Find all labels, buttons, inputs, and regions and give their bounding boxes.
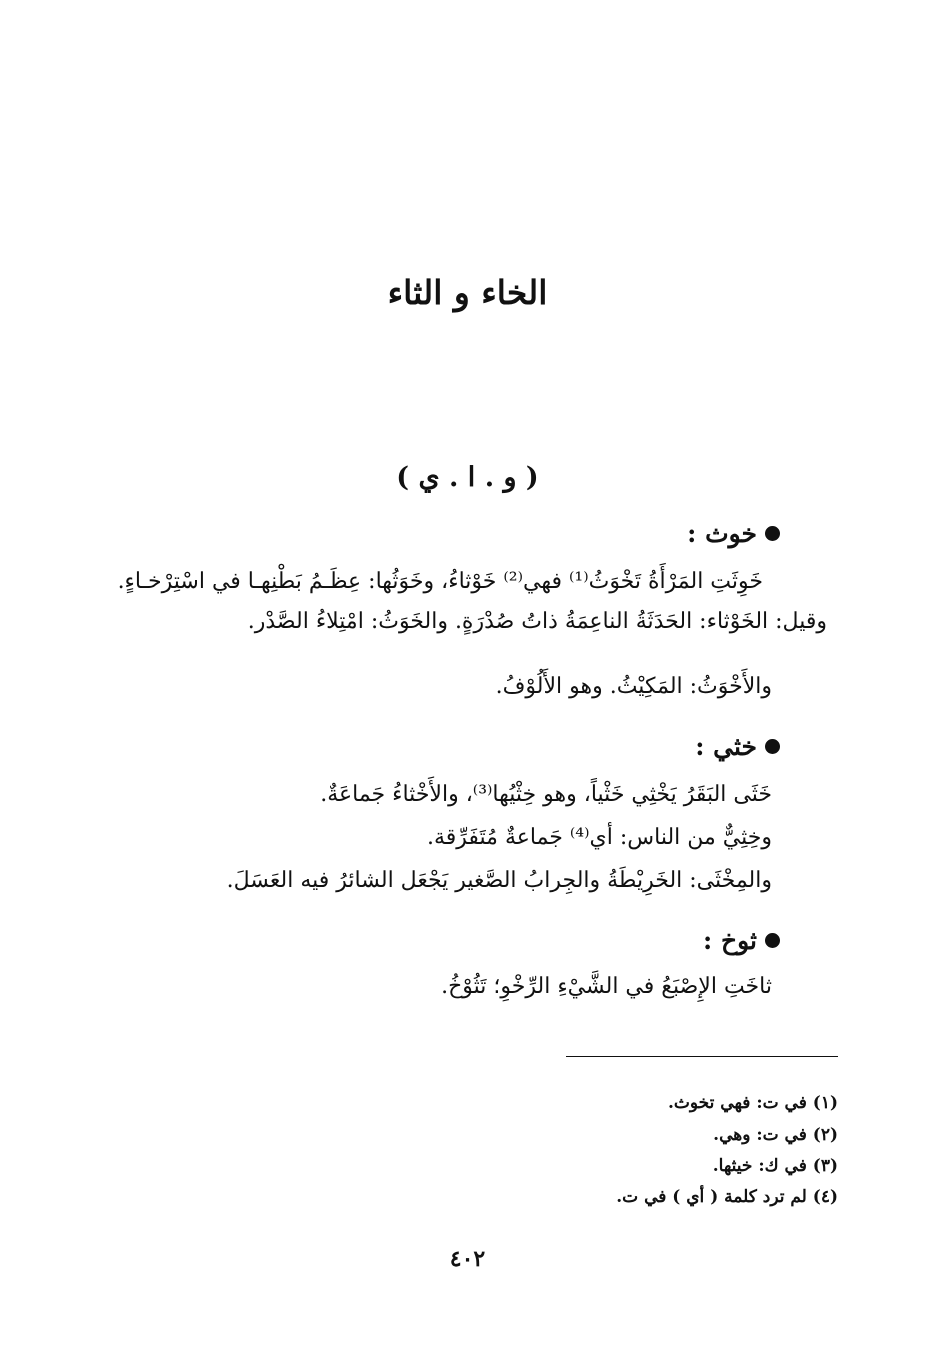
- page-number: ٤٠٢: [449, 1246, 486, 1272]
- footnote-4: (٤) لم ترد كلمة ( أي ) في ت.: [616, 1187, 838, 1207]
- bullet-icon: [765, 739, 780, 754]
- footnote-2: (٢) في ت: وهي.: [713, 1125, 838, 1145]
- entry-line: خَوِثَتِ المَرْأَةُ تَخْوَثُ⁽¹⁾ فهي⁽²⁾ خَوْثاءُ، وخَوَثُها: عِظَـمُ بَطْنِهـا في اسْتِرْخـاءٍ.: [117, 569, 763, 594]
- footnote-1: (١) في ت: فهي تخوث.: [667, 1093, 838, 1113]
- entry-line: وقيل: الخَوْثاء: الحَدَثَةُ الناعِمَةُ ذاتُ صُدْرَةٍ. والخَوَثُ: امْتِلاءُ الصَّدْر.: [247, 609, 827, 634]
- entry-line: ثاخَتِ الإِصْبَعُ في الشَّيْءِ الرِّخْوِ؛ تَثُوْخُ.: [441, 974, 772, 999]
- entry-heading-label: خوث :: [687, 519, 757, 548]
- entry-line: وخِثِيٌّ من الناس: أي⁽⁴⁾ جَماعةٌ مُتَفَرِّقة.: [426, 825, 772, 850]
- entry-line: خَثَى البَقَرُ يَخْثِي خَثْياً، وهو خِثْيُها⁽³⁾، والأَخْثاءُ جَماعَةٌ.: [320, 782, 772, 807]
- entry-heading-khawth: [687, 517, 780, 551]
- root-heading: ( و . ا . ي ): [396, 462, 539, 493]
- entry-line: والأَخْوَثُ: المَكِيْثُ. وهو الأَلُوْفُ.: [495, 674, 772, 699]
- chapter-title: الخاء و الثاء: [387, 273, 548, 312]
- footnote-separator: [566, 1056, 838, 1057]
- entry-heading-label: ثوخ :: [703, 926, 757, 955]
- footnote-3: (٣) في ك: خيثها.: [712, 1156, 838, 1176]
- bullet-icon: [765, 526, 780, 541]
- entry-heading-label: خثي :: [695, 732, 757, 761]
- entry-heading-khathy: [695, 730, 780, 764]
- entry-heading-thawkh: [703, 924, 780, 958]
- entry-line: والمِخْثَى: الخَرِيْطَةُ والجِرابُ الصَّغير يَجْعَل الشائرُ فيه العَسَلَ.: [226, 868, 772, 893]
- bullet-icon: [765, 933, 780, 948]
